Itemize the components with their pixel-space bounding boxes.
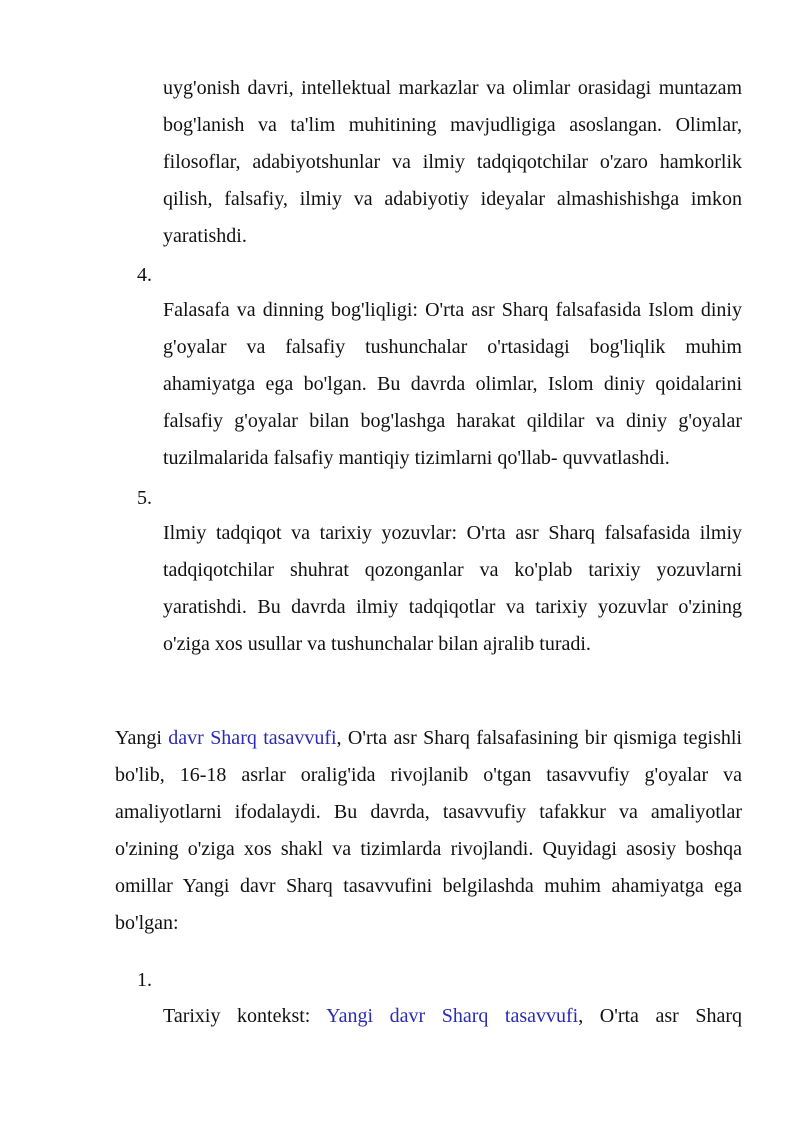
intro-paragraph [115, 720, 742, 942]
list-number-5: 5. [137, 487, 152, 509]
intro-text-start: Yangi [115, 727, 169, 749]
list-item-4-text: Falasafa va dinning bog'liqligi: O'rta asr Sharq falsafasida Islom diniy g'oyalar va falsafiy tushunchalar o'rtasidagi bog'liqlik muhim ahamiyatga ega bo'lgan. Bu davrda olimlar, Islom diniy qoidalarini falsafiy g'oyalar bilan bog'lashga harakat qildilar va diniy g'oyalar tuzilmalarida falsafiy mantiqiy tizimlarni qo'llab- quvvatlashdi. [163, 299, 742, 469]
yangi-davr-sharq-tasavvufi-link[interactable]: Yangi davr Sharq tasavvufi [326, 1005, 579, 1027]
item-3-continuation-text: uyg'onish davri, intellektual markazlar va olimlar orasidagi muntazam bog'lanish va ta'lim muhitining mavjudligiga asoslangan. Olimlar, filosoflar, adabiyotshunlar va ilmiy tadqiqotchilar o'zaro hamkorlik qilish, falsafiy, ilmiy va adabiyotiy ideyalar almashishishga imkon yaratishdi. [163, 77, 742, 247]
list-number-4: 4. [137, 264, 152, 286]
davr-sharq-tasavvufi-link[interactable]: davr Sharq tasavvufi [168, 727, 337, 749]
list-item-5-text: Ilmiy tadqiqot va tarixiy yozuvlar: O'rta asr Sharq falsafasida ilmiy tadqiqotchilar shuhrat qozonganlar va ko'plab tarixiy yozuvlarni yaratishdi. Bu davrda ilmiy tadqiqotlar va tarixiy yozuvlar o'zining o'ziga xos usullar va tushunchalar bilan ajralib turadi. [163, 522, 742, 655]
intro-text-rest: , O'rta asr Sharq falsafasining bir qismiga tegishli bo'lib, 16-18 asrlar oralig'ida rivojlanib o'tgan tasavvufiy g'oyalar va amaliyotlarni ifodalaydi. Bu davrda, tasavvufiy tafakkur va amaliyotlar o'zining o'ziga xos shakl va tizimlarda rivojlandi. Quyidagi asosiy boshqa omillar Yangi davr Sharq tasavvufini belgilashda muhim ahamiyatga ega bo'lgan: [115, 727, 742, 934]
item-1-text-start: Tarixiy kontekst: [163, 1005, 327, 1027]
list-number-1: 1. [137, 969, 152, 991]
list-item-1-text [163, 998, 742, 1035]
item-1-text-rest: , O'rta asr Sharq [578, 1005, 742, 1027]
